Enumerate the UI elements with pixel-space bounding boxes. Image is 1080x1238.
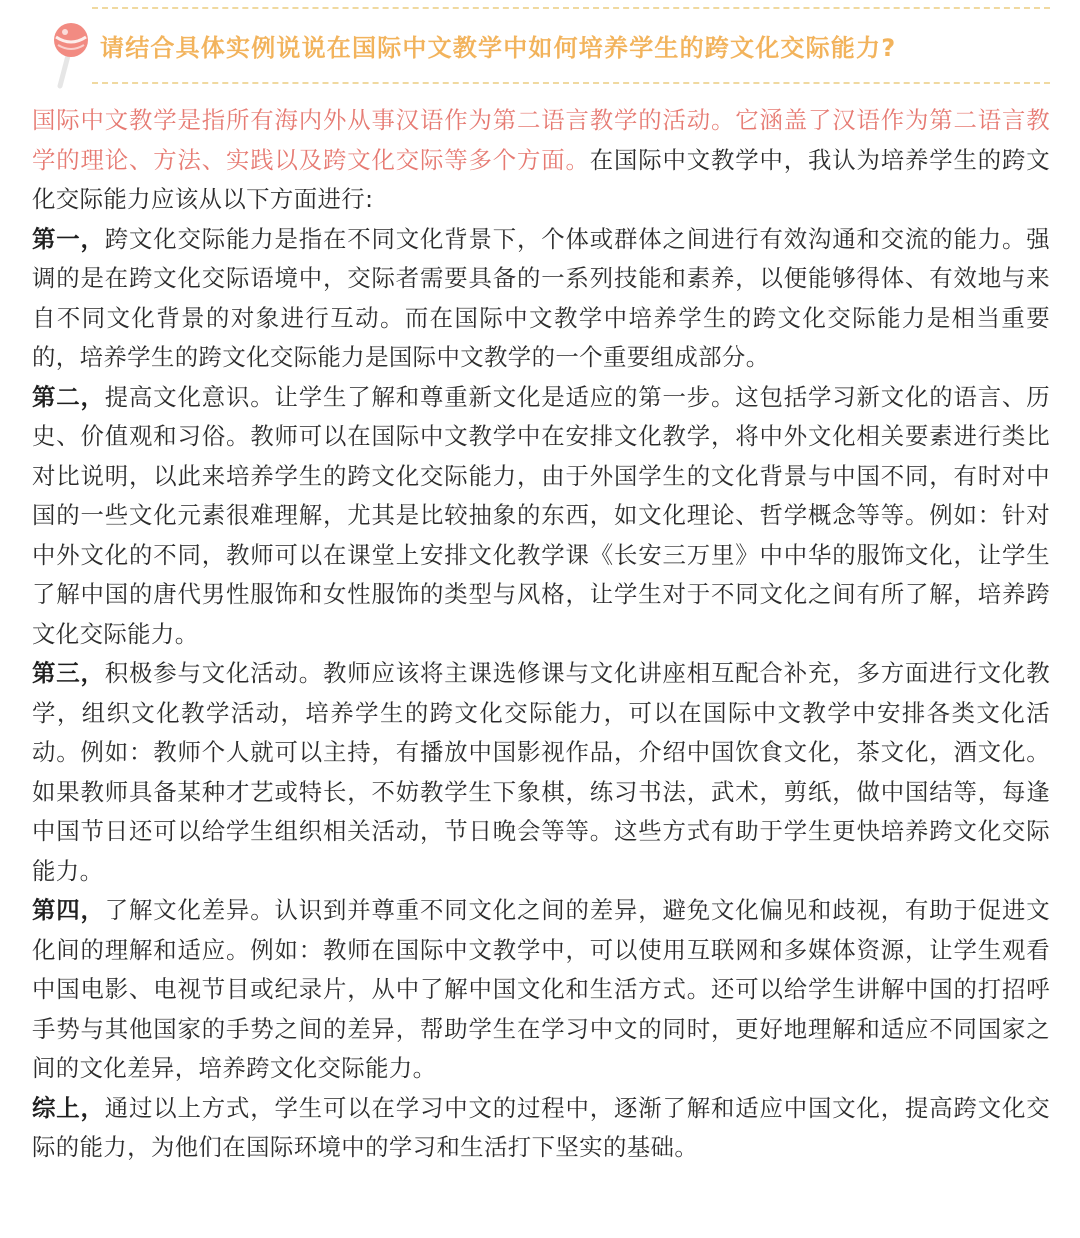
section-text: 积极参与文化活动。教师应该将主课选修课与文化讲座相互配合补充，多方面进行文化教学，组织文化教学活动，培养学生的跨文化交际能力，可以在国际中文教学中安排各类文化活动。例如：教师个人就可以主持，有播放中国影视作品，介绍中国饮食文化，茶文化，酒文化。如果教师具备某种才艺或特长，不妨教学生下象棋，练习书法，武术，剪纸，做中国结等，每逢中国节日还可以给学生组织相关活动，节日晚会等等。这些方式有助于学生更快培养跨文化交际能力。 [32,659,1050,885]
header-top-divider [92,7,1050,9]
section-paragraph-3 [32,654,1050,891]
conclusion-paragraph [32,1089,1050,1168]
intro-text: 在国际中文教学中，我认为培养学生的跨文化交际能力应该从以下方面进行: [32,145,1050,213]
section-paragraph-4 [32,891,1050,1089]
answer-body [32,101,1050,1168]
section-text: 提高文化意识。让学生了解和尊重新文化是适应的第一步。这包括学习新文化的语言、历史、价值观和习俗。教师可以在国际中文教学中在安排文化教学，将中外文化相关要素进行类比对比说明，以此来培养学生的跨文化交际能力，由于外国学生的文化背景与中国不同，有时对中国的一些文化元素很难理解，尤其是比较抽象的东西，如文化理论、哲学概念等等。例如：针对中外文化的不同，教师可以在课堂上安排文化教学课《长安三万里》中中华的服饰文化，让学生了解中国的唐代男性服饰和女性服饰的类型与风格，让学生对于不同文化之间有所了解，培养跨文化交际能力。 [32,382,1050,648]
section-text: 通过以上方式，学生可以在学习中文的过程中，逐渐了解和适应中国文化，提高跨文化交际的能力，为他们在国际环境中的学习和生活打下坚实的基础。 [32,1093,1050,1161]
question-title: 请结合具体实例说说在国际中文教学中如何培养学生的跨文化交际能力? [100,34,897,62]
header-bottom-divider [92,82,1050,84]
section-lead: 综上， [32,1093,105,1122]
lollipop-icon [46,20,96,90]
intro-paragraph [32,101,1050,220]
section-lead: 第一， [32,224,105,253]
section-lead: 第三， [32,659,105,687]
section-lead: 第二， [32,382,105,411]
section-lead: 第四， [32,896,105,924]
section-text: 跨文化交际能力是指在不同文化背景下，个体或群体之间进行有效沟通和交流的能力。强调的是在跨文化交际语境中，交际者需要具备的一系列技能和素养，以便能够得体、有效地与来自不同文化背景的对象进行互动。而在国际中文教学中培养学生的跨文化交际能力是相当重要的，培养学生的跨文化交际能力是国际中文教学的一个重要组成部分。 [32,224,1050,371]
intro-highlight: 国际中文教学是指所有海内外从事汉语作为第二语言教学的活动。它涵盖了汉语作为第二语言教学的理论、方法、实践以及跨文化交际等多个方面。 [32,106,1050,174]
section-paragraph-1 [32,220,1050,378]
section-text: 了解文化差异。认识到并尊重不同文化之间的差异，避免文化偏见和歧视，有助于促进文化间的理解和适应。例如：教师在国际中文教学中，可以使用互联网和多媒体资源，让学生观看中国电影、电视节目或纪录片，从中了解中国文化和生活方式。还可以给学生讲解中国的打招呼手势与其他国家的手势之间的差异，帮助学生在学习中文的同时，更好地理解和适应不同国家之间的文化差异，培养跨文化交际能力。 [32,896,1050,1082]
section-paragraph-2 [32,378,1050,655]
question-header [0,0,1080,90]
